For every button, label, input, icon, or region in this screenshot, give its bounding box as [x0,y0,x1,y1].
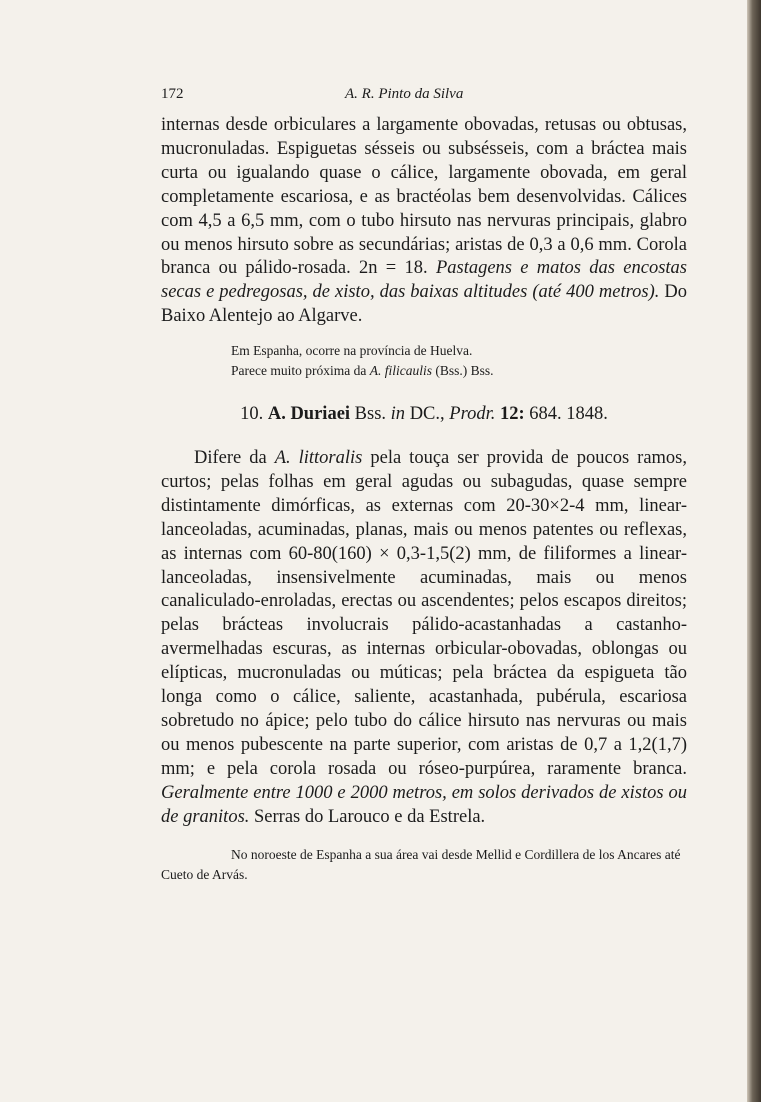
comparison-text: pela touça ser provida de poucos ramos, curtos; pelas folhas em geral agudas ou subagudas, quase sempre distintamente dimórficas, as externas com 20-30×2-4 mm, linear-lanceoladas, acuminadas, planas, mais ou menos patentes ou reflexas, as internas com 60-80(160) × 0,3-1,5(2) mm, de filiformes a linear-lanceoladas, insensivelmente acuminadas, mais ou menos canaliculado-enroladas, erectas ou ascendentes; pelos escapos direitos; pelas brácteas involucrais pálido-acastanhadas a castanho-avermelhadas escuras, as internas orbicular-obovadas, oblongas ou elípticas, mucronuladas ou múticas; pela bráctea da espigueta tão longa como o cálice, saliente, acastanhada, pubérula, escariosa sobretudo no ápice; pelo tubo do cálice hirsuto nas nervuras ou mais ou menos pubescente na parte superior, com aristas de 0,7 a 1,2(1,7) mm; e pela corola rosada ou róseo-purpúrea, raramente branca. [161,448,688,779]
page-header [161,86,661,108]
paragraph-species-comparison: Difere da A. littoralis pela touça ser provida de poucos ramos, curtos; pelas folhas em geral agudas ou subagudas, quase sempre distintamente dimórficas, as externas com 20-30×2-4 mm, linear-lanceoladas, acuminadas, planas, mais ou menos patentes ou reflexas, as internas com 60-80(160) × 0,3-1,5(2) mm, de filiformes a linear-lanceoladas, insensivelmente acuminadas, mais ou menos canaliculado-enroladas, erectas ou ascendentes; pelos escapos direitos; pelas brácteas involucrais pálido-acastanhadas a castanho-avermelhadas escuras, as internas orbicular-obovadas, oblongas ou elípticas, mucronuladas ou múticas; pela bráctea da espigueta tão longa como o cálice, saliente, acastanhada, pubérula, escariosa sobretudo no ápice; pelo tubo do cálice hirsuto nas nervuras ou mais ou menos pubescente na parte superior, com aristas de 0,7 a 1,2(1,7) mm; e pela corola rosada ou róseo-purpúrea, raramente branca. Geralmente entre 1000 e 2000 metros, em solos derivados de xistos ou de granitos. Serras do Larouco e da Estrela. [161,448,688,827]
paragraph-species-description [161,114,687,329]
description-text: internas desde orbiculares a largamente obovadas, retusas ou obtusas, mucronuladas. Espiguetas sésseis ou subsésseis, com a bráctea mais curta ou igualando quase o cálice, largamente obovada, em geral completamente escariosa, e as bractéolas bem desenvolvidas. Cálices com 4,5 a 6,5 mm, com o tubo hirsuto nas nervuras principais, glabro ou menos hirsuto sobre as secundárias; aristas de 0,3 a 0,6 mm. Corola branca ou pálido-rosada. 2n = 18. [161,115,687,279]
habitat-text: Pastagens e matos das encostas secas e pedregosas, de xisto, das baixas altitudes (até 400 metros). [161,258,687,303]
publication-volume: 12: [499,404,525,424]
species-name: A. littoralis [274,448,363,468]
running-head: A. R. Pinto da Silva [345,86,464,102]
distribution-text: Do Baixo Alentejo ao Algarve. [161,282,687,327]
publication-reference: 684. 1848. [529,404,608,424]
note-spain-distribution [161,341,687,381]
habitat-text: Geralmente entre 1000 e 2000 metros, em solos derivados de xistos ou de granitos. [161,782,687,827]
species-title: A. Duriaei [267,404,351,424]
publication-title: Prodr. [449,404,496,424]
distribution-text: Serras do Larouco e da Estrela. [254,806,486,827]
species-number: 10. [240,404,264,424]
note-line: Parece muito próxima da A. filicaulis (Bss.) Bss. [231,363,494,378]
species-heading: 10. A. Duriaei Bss. in DC., Prodr. 12: 684. 1848. [240,404,608,424]
note-northwest-spain: No noroeste de Espanha a sua área vai desde Mellid e Cordillera de los Ancares até Cueto de Arvás. [161,847,681,882]
page-edge-shadow [747,0,761,1102]
species-name: A. filicaulis [369,363,432,378]
species-author: Bss. [354,404,387,424]
page-number: 172 [161,86,184,102]
note-line: Em Espanha, ocorre na província de Huelva. [231,343,473,358]
